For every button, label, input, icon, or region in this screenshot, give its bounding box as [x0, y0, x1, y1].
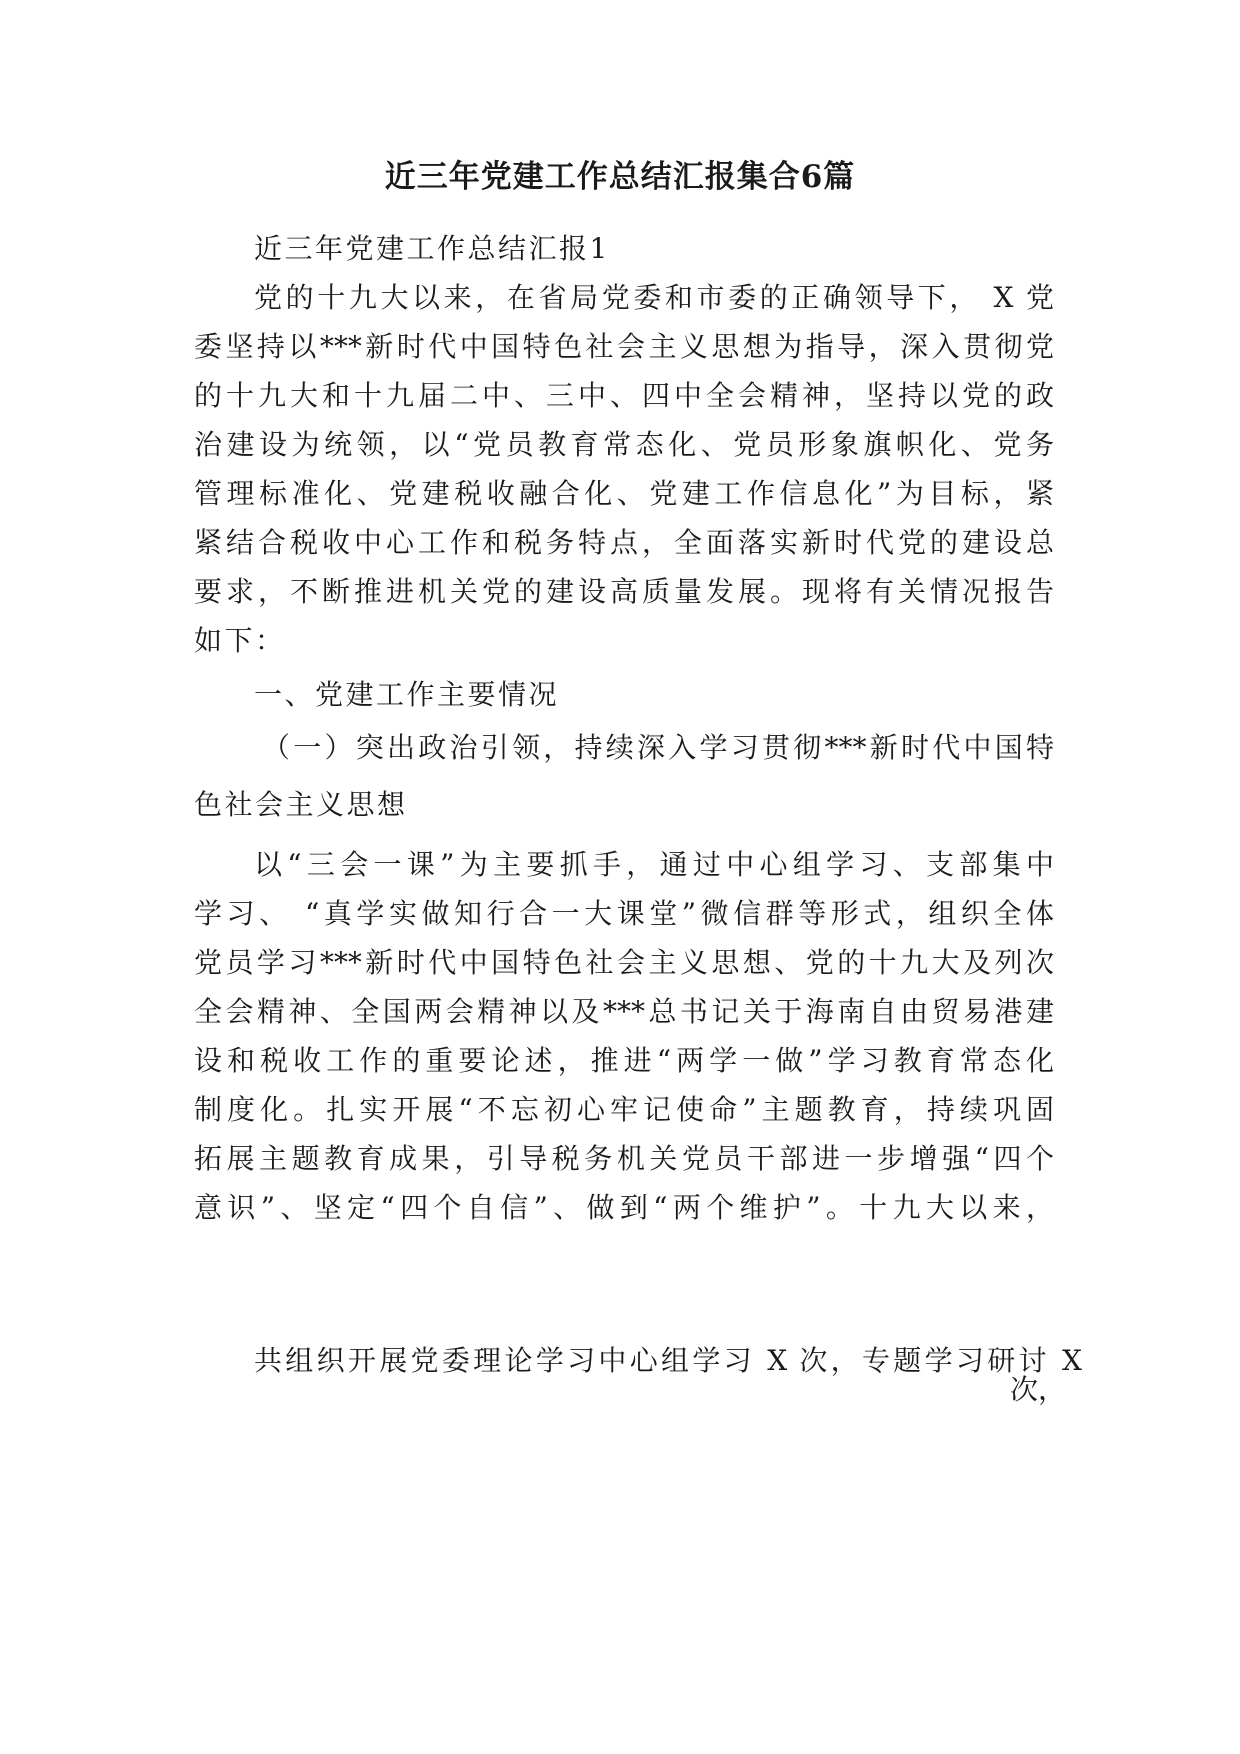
section-heading: 一、党建工作主要情况 [254, 678, 560, 711]
text-line: 学习、 “真学实做知行合一大课堂”微信群等形式，组织全体 [194, 897, 1054, 930]
text-line: 委坚持以***新时代中国特色社会主义思想为指导，深入贯彻党 [194, 330, 1054, 363]
text-line: 意识”、坚定“四个自信”、做到“两个维护”。十九大以来， [194, 1191, 1054, 1224]
text-line-tail: 次， [1010, 1373, 1067, 1406]
text-line: 拓展主题教育成果，引导税务机关党员干部进一步增强“四个 [194, 1142, 1054, 1175]
text-line: 共组织开展党委理论学习中心组学习 X 次，专题学习研讨 X [254, 1344, 1082, 1377]
text-line: 紧结合税收中心工作和税务特点，全面落实新时代党的建设总 [194, 526, 1054, 559]
text-line: 全会精神、全国两会精神以及***总书记关于海南自由贸易港建 [194, 995, 1054, 1028]
text-line: 管理标准化、党建税收融合化、党建工作信息化”为目标，紧 [194, 477, 1054, 510]
report-subtitle: 近三年党建工作总结汇报1 [254, 232, 610, 265]
text-line: 党员学习***新时代中国特色社会主义思想、党的十九大及列次 [194, 946, 1054, 979]
text-line: 治建设为统领，以“党员教育常态化、党员形象旗帜化、党务 [194, 428, 1054, 461]
text-line: 以“三会一课”为主要抓手，通过中心组学习、支部集中 [254, 848, 1054, 881]
text-line: 如下： [194, 624, 286, 657]
text-line: （一）突出政治引领，持续深入学习贯彻***新时代中国特 [262, 731, 1054, 764]
document-title: 近三年党建工作总结汇报集合6篇 [384, 159, 856, 195]
text-line: 色社会主义思想 [194, 788, 408, 821]
text-line: 设和税收工作的重要论述，推进“两学一做”学习教育常态化 [194, 1044, 1054, 1077]
text-line: 的十九大和十九届二中、三中、四中全会精神，坚持以党的政 [194, 379, 1054, 412]
text-line: 党的十九大以来，在省局党委和市委的正确领导下， X 党 [254, 281, 1054, 314]
text-line: 制度化。扎实开展“不忘初心牢记使命”主题教育，持续巩固 [194, 1093, 1054, 1126]
text-line: 要求，不断推进机关党的建设高质量发展。现将有关情况报告 [194, 575, 1054, 608]
